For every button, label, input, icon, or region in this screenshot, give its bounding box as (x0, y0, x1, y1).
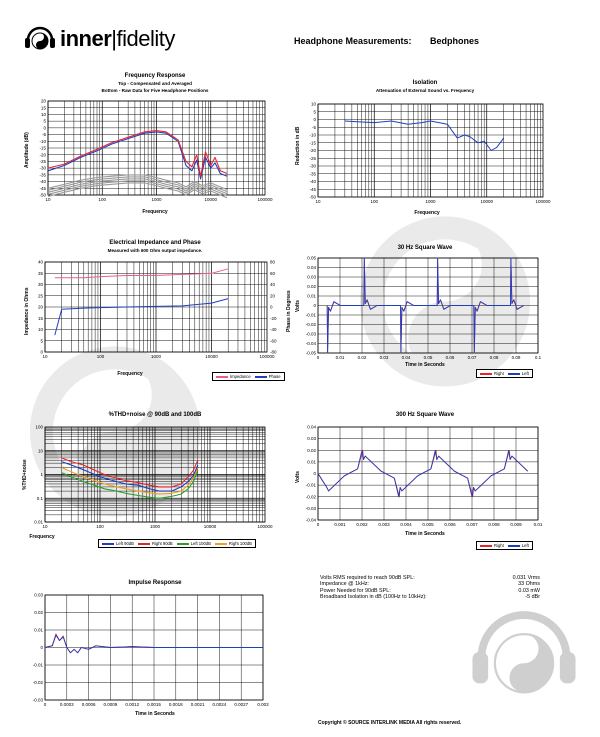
iso-x-tick-label: 10 (315, 199, 321, 204)
imr-x-tick-label: 0.0018 (168, 702, 183, 707)
imr-x-tick-label: 0.0009 (103, 702, 118, 707)
iso-y-tick-label: 0 (313, 117, 316, 123)
imr-xlabel: Time in Seconds (135, 711, 175, 717)
thd-legend-right100: Right 100dB (215, 541, 252, 546)
freq-x-tick-label: 10000 (204, 197, 218, 202)
sq300-xlabel: Time in Seconds (405, 531, 445, 537)
iso-y-tick-label: -25 (309, 155, 316, 161)
sq30-x-tick-label: 0.03 (379, 355, 389, 360)
iso-x-tick-label: 1000 (425, 199, 436, 204)
thd-x-tick-label: 1000 (149, 524, 161, 529)
imp-y2label: Phase in Degrees (286, 290, 292, 332)
imp-y-tick-label: 25 (37, 293, 43, 299)
sq30-xlabel: Time in Seconds (405, 362, 445, 368)
thd-x-tick-label: 10000 (203, 524, 217, 529)
iso-y-tick-label: -5 (311, 124, 316, 130)
sq30-y-tick-label: 0.02 (307, 284, 316, 290)
imp-x-tick-label: 1000 (150, 354, 162, 359)
spec-row: Broadband Isolation in dB (100Hz to 10kHz): -5 dBr (320, 593, 540, 600)
iso-x-tick-label: 100000 (535, 199, 551, 204)
sq30-legend-left: Left (508, 371, 529, 376)
freq-title: Frequency Response Top - Compensated and Averaged Bottom - Raw Data for Five Headphone Positions (101, 73, 209, 93)
sq300-x-tick-label: 0.001 (334, 522, 346, 527)
page-title: Headphone Measurements: (294, 36, 412, 46)
imr-y-tick-label: -0.01 (32, 662, 43, 668)
freq-y-tick-label: 20 (40, 98, 46, 104)
iso-x-tick-label: 10000 (480, 199, 494, 204)
thd-legend-right90: Right 90dB (138, 541, 173, 546)
sq300-legend-right: Right (480, 543, 504, 548)
imr-x-tick-label: 0.003 (257, 702, 269, 707)
freq-y-tick-label: 10 (40, 112, 46, 118)
sq30-x-tick-label: 0.06 (445, 355, 455, 360)
sq30-y-tick-label: 0.05 (307, 255, 316, 261)
freq-x-tick-label: 10 (45, 197, 51, 202)
thd-legend-left100: Left 100dB (177, 541, 211, 546)
iso-y-tick-label: -45 (309, 186, 316, 192)
imp-y-tick-label: 40 (37, 259, 43, 265)
sq30-y-tick-label: -0.01 (305, 312, 316, 318)
freq-y-tick-label: 15 (40, 105, 46, 111)
freq-y-tick-label: -30 (39, 165, 46, 171)
specs-block (320, 575, 540, 600)
sq30-x-tick-label: 0.05 (423, 355, 433, 360)
sq300-left-line (318, 450, 528, 497)
sq30-x-tick-label: 0.04 (401, 355, 411, 360)
imr-x-tick-label: 0.0021 (190, 702, 205, 707)
imp-x-tick-label: 100000 (259, 354, 275, 359)
freq-y-tick-label: -50 (39, 192, 46, 198)
iso-y-tick-label: -35 (309, 171, 316, 177)
imr-y-tick-label: 0.02 (34, 610, 43, 616)
sq30-legend (476, 369, 533, 378)
sq30-ylabel: Volts (295, 300, 301, 312)
iso-y-tick-label: -50 (309, 194, 316, 200)
imp-y2-tick-label: 20 (270, 293, 276, 299)
sq300-x-tick-label: 0.003 (378, 522, 390, 527)
imp-y-tick-label: 5 (40, 338, 43, 344)
thd-y-tick-label: 100 (35, 424, 43, 430)
iso-y-tick-label: -10 (309, 132, 316, 138)
thd-y-tick-label: 0.01 (34, 519, 43, 525)
sq300-y-tick-label: -0.04 (305, 517, 316, 523)
thd-ylabel: %THD+noise (22, 459, 28, 490)
imp-y2-tick-label: -60 (270, 338, 277, 344)
imp-y-tick-label: 30 (37, 282, 43, 288)
freq-x-tick-label: 1000 (151, 197, 162, 202)
sq30-y-tick-label: -0.04 (305, 341, 316, 347)
freq-y-tick-label: -10 (39, 138, 46, 144)
sq300-y-tick-label: -0.02 (305, 494, 316, 500)
freq-x-tick-label: 100 (98, 197, 107, 202)
imr-x-tick-label: 0.0006 (81, 702, 96, 707)
sq30-x-tick-label: 0.07 (467, 355, 477, 360)
imp-legend-phase: Phase (255, 374, 281, 379)
thd-x-tick-label: 100 (96, 524, 104, 529)
sq300-legend-left: Left (508, 543, 529, 548)
imp-x-tick-label: 10000 (205, 354, 218, 359)
imp-y-tick-label: 15 (37, 315, 43, 321)
iso-y-tick-label: -40 (309, 179, 316, 185)
imp-legend (212, 372, 285, 381)
sq300-y-tick-label: -0.01 (305, 482, 316, 488)
sq300-legend (476, 541, 533, 550)
sq300-x-tick-label: 0.007 (466, 522, 478, 527)
iso-y-tick-label: -20 (309, 148, 316, 154)
imp-y2-tick-label: 60 (270, 270, 276, 276)
sq30-x-tick-label: 0 (316, 355, 320, 360)
iso-y-tick-label: 5 (313, 109, 316, 115)
sq30-y-tick-label: -0.03 (305, 331, 316, 337)
imp-title: Electrical Impedance and Phase Measured with 600 Ohm output impedance. (107, 240, 203, 253)
imp-y2-tick-label: 40 (270, 282, 276, 288)
freq-ylabel: Amplitude (dB) (24, 132, 30, 168)
imr-x-tick-label: 0.0015 (147, 702, 161, 707)
freq-y-tick-label: -25 (39, 159, 46, 165)
sq30-y-tick-label: 0.04 (307, 265, 316, 271)
thd-y-tick-label: 0.1 (36, 495, 43, 501)
sq30-y-tick-label: -0.05 (305, 350, 316, 356)
thd-x-tick-label: 100000 (257, 524, 273, 529)
spec-row: Volts RMS required to reach 90dB SPL: 0.031 Vrms (320, 575, 540, 581)
sq300-y-tick-label: 0.02 (307, 447, 316, 453)
imp-y-tick-label: 10 (37, 327, 43, 333)
thd-y-tick-label: 1 (40, 472, 43, 478)
iso-y-tick-label: 10 (310, 101, 316, 107)
logo-text: inner|fidelity (60, 26, 175, 51)
imp-y2-tick-label: 80 (270, 259, 276, 265)
iso-y-tick-label: -30 (309, 163, 316, 169)
freq-y-tick-label: 0 (43, 125, 46, 131)
sq30-legend-right: Right (480, 371, 504, 376)
thd-legend-left90: Left 90dB (102, 541, 134, 546)
sq300-x-tick-label: 0.01 (533, 522, 543, 527)
sq300-x-tick-label: 0.004 (400, 522, 412, 527)
imp-xlabel: Frequency (117, 371, 143, 377)
model-name: Bedphones (430, 36, 480, 46)
imp-y2-tick-label: 0 (270, 304, 273, 310)
sq30-x-tick-label: 0.01 (335, 355, 345, 360)
freq-y-tick-label: -45 (39, 185, 46, 191)
imp-y-tick-label: 35 (37, 270, 43, 276)
imr-x-tick-label: 0.0003 (59, 702, 74, 707)
iso-title: Isolation Attenuation of External Sound vs. Frequency (375, 80, 475, 93)
sq30-y-tick-label: 0.01 (307, 293, 316, 299)
sq30-title: 30 Hz Square Wave (397, 245, 453, 251)
imr-y-tick-label: -0.02 (32, 680, 43, 686)
sq300-title: 300 Hz Square Wave (395, 412, 455, 418)
imr-x-tick-label: 0 (43, 702, 47, 707)
sq300-ylabel: Volts (295, 471, 301, 483)
imp-x-tick-label: 100 (96, 354, 105, 359)
thd-y-tick-label: 10 (37, 448, 43, 454)
sq300-y-tick-label: 0.04 (307, 424, 316, 430)
imr-y-tick-label: 0 (40, 645, 43, 651)
imr-y-tick-label: 0.03 (34, 592, 43, 598)
sq30-y-tick-label: 0 (313, 303, 316, 309)
freq-y-tick-label: -15 (39, 145, 46, 151)
imp-y2-tick-label: -20 (270, 315, 277, 321)
spec-row: Impedance @ 1kHz: 33 Ohms (320, 581, 540, 588)
imr-x-tick-label: 0.0027 (234, 702, 249, 707)
freq-y-tick-label: -20 (39, 152, 46, 158)
imp-ylabel: Impedance in Ohms (24, 287, 30, 335)
sq300-y-tick-label: 0.01 (307, 459, 316, 465)
thd-red-line (62, 458, 198, 487)
sq300-x-tick-label: 0.005 (422, 522, 434, 527)
sq300-x-tick-label: 0 (316, 522, 320, 527)
iso-ylabel: Reduction in dB (295, 126, 301, 165)
imr-title: Impulse Response (128, 580, 182, 586)
freq-y-tick-label: -5 (41, 132, 46, 138)
imp-x-tick-label: 10 (42, 354, 48, 359)
sq30-y-tick-label: -0.02 (305, 322, 316, 328)
freq-x-tick-label: 100000 (257, 197, 273, 202)
imp-y-tick-label: 0 (40, 349, 43, 355)
sq300-x-tick-label: 0.002 (356, 522, 368, 527)
thd-legend (98, 539, 256, 548)
freq-xlabel: Frequency (142, 209, 168, 215)
sq300-y-tick-label: 0.03 (307, 436, 316, 442)
imr-x-tick-label: 0.0024 (212, 702, 227, 707)
freq-y-tick-label: 5 (43, 118, 46, 124)
freq-y-tick-label: -40 (39, 179, 46, 185)
imp-y-tick-label: 20 (37, 304, 43, 310)
sq30-y-tick-label: 0.03 (307, 274, 316, 280)
imr-y-tick-label: -0.03 (32, 697, 43, 703)
freq-y-tick-label: -35 (39, 172, 46, 178)
sq300-x-tick-label: 0.008 (488, 522, 500, 527)
iso-x-tick-label: 100 (370, 199, 379, 204)
spec-row: Power Needed for 90dB SPL: 0.03 mW (320, 587, 540, 594)
sq30-x-tick-label: 0.08 (489, 355, 499, 360)
thd-x-tick-label: 10 (42, 524, 48, 529)
iso-xlabel: Frequency (414, 210, 440, 216)
thd-title: %THD+noise @ 90dB and 100dB (108, 412, 202, 418)
copyright: Copyright © SOURCE INTERLINK MEDIA All rights reserved. (318, 720, 462, 726)
sq30-x-tick-label: 0.09 (511, 355, 521, 360)
imp-y2-tick-label: -40 (270, 327, 277, 333)
sq300-y-tick-label: 0 (313, 471, 316, 477)
sq300-x-tick-label: 0.006 (444, 522, 456, 527)
sq30-x-tick-label: 0.1 (534, 355, 542, 360)
imp-y2-tick-label: -80 (270, 349, 277, 355)
freq-right-line (48, 131, 227, 177)
sq300-x-tick-label: 0.009 (510, 522, 522, 527)
sq300-y-tick-label: -0.03 (305, 505, 316, 511)
thd-xlabel: Frequency (29, 534, 55, 540)
iso-y-tick-label: -15 (309, 140, 316, 146)
imr-x-tick-label: 0.0012 (125, 702, 140, 707)
sq30-x-tick-label: 0.02 (357, 355, 367, 360)
imp-legend-impedance: Impedance (216, 374, 251, 379)
imr-y-tick-label: 0.01 (34, 627, 43, 633)
